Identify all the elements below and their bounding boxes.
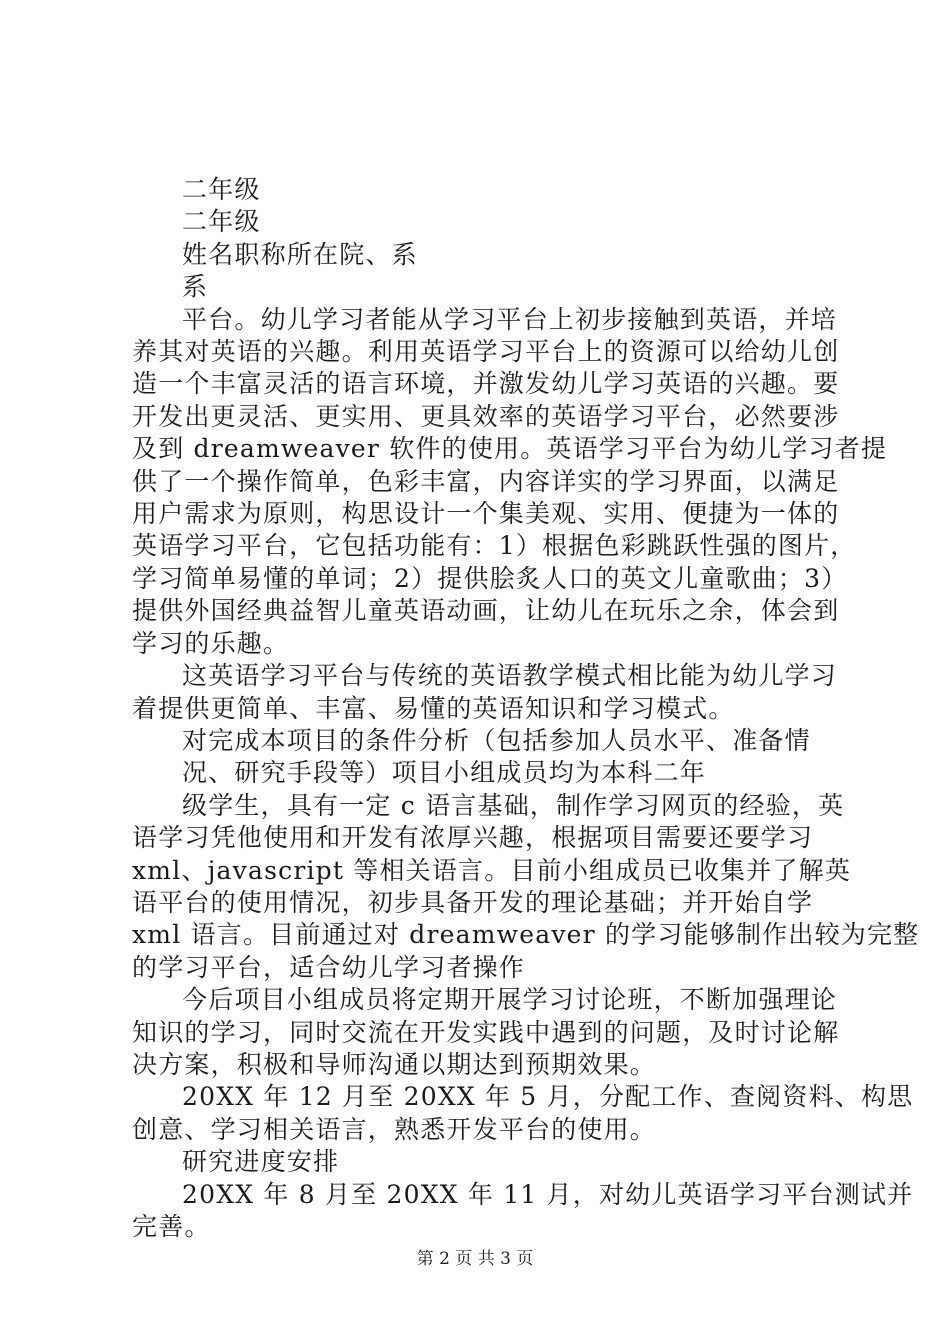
text-line: 提供外国经典益智儿童英语动画，让幼儿在玩乐之余，体会到 xyxy=(132,596,840,626)
text-line: 创意、学习相关语言，熟悉开发平台的使用。 xyxy=(132,1114,657,1144)
text-line: 二年级 xyxy=(182,207,261,237)
text-line: 对完成本项目的条件分析（包括参加人员水平、准备情 xyxy=(182,725,811,755)
text-line: 着提供更简单、丰富、易懂的英语知识和学习模式。 xyxy=(132,693,735,723)
text-line: 语平台的使用情况，初步具备开发的理论基础；并开始自学 xyxy=(132,887,814,917)
text-line: 今后项目小组成员将定期开展学习讨论班，不断加强理论 xyxy=(182,985,838,1015)
text-line: 的学习平台，适合幼儿学习者操作 xyxy=(132,952,526,982)
text-line: 研究进度安排 xyxy=(182,1147,340,1177)
text-line: 平台。幼儿学习者能从学习平台上初步接触到英语，并培 xyxy=(182,304,838,334)
text-line: 决方案，积极和导师沟通以期达到预期效果。 xyxy=(132,1049,657,1079)
text-line: xml、javascript 等相关语言。目前小组成员已收集并了解英 xyxy=(132,855,852,885)
page-footer: 第 2 页 共 3 页 xyxy=(416,1249,534,1269)
text-line: 级学生，具有一定 c 语言基础，制作学习网页的经验，英 xyxy=(182,790,845,820)
text-line: 完善。 xyxy=(132,1212,211,1241)
text-line: 20XX 年 8 月至 20XX 年 11 月，对幼儿英语学习平台测试并 xyxy=(182,1179,914,1209)
text-line: 学习的乐趣。 xyxy=(132,628,290,658)
text-line: 姓名职称所在院、系 xyxy=(182,239,418,269)
text-line: 造一个丰富灵活的语言环境，并激发幼儿学习英语的兴趣。要 xyxy=(132,369,840,399)
text-line: 养其对英语的兴趣。利用英语学习平台上的资源可以给幼儿创 xyxy=(132,337,840,367)
text-line: 系 xyxy=(182,272,209,302)
text-line: 二年级 xyxy=(182,175,261,204)
text-line: 知识的学习，同时交流在开发实践中遇到的问题，及时讨论解 xyxy=(132,1017,840,1047)
text-line: 开发出更灵活、更实用、更具效率的英语学习平台，必然要涉 xyxy=(132,401,840,431)
text-line: 供了一个操作简单，色彩丰富，内容详实的学习界面，以满足 xyxy=(132,466,840,496)
text-line: 及到 dreamweaver 软件的使用。英语学习平台为幼儿学习者提 xyxy=(132,434,888,464)
text-line: 况、研究手段等）项目小组成员均为本科二年 xyxy=(182,758,707,788)
text-line: 英语学习平台，它包括功能有：1）根据色彩跳跃性强的图片， xyxy=(132,531,857,561)
text-line: 用户需求为原则，构思设计一个集美观、实用、便捷为一体的 xyxy=(132,499,840,529)
text-line: xml 语言。目前通过对 dreamweaver 的学习能够制作出较为完整 xyxy=(132,920,920,950)
text-line: 20XX 年 12 月至 20XX 年 5 月，分配工作、查阅资料、构思 xyxy=(182,1082,914,1112)
text-line: 这英语学习平台与传统的英语教学模式相比能为幼儿学习 xyxy=(182,661,838,691)
document-body xyxy=(132,174,920,1243)
text-line: 语学习凭他使用和开发有浓厚兴趣，根据项目需要还要学习 xyxy=(132,823,814,853)
text-line: 学习简单易懂的单词；2）提供脍炙人口的英文儿童歌曲；3） xyxy=(132,563,848,593)
